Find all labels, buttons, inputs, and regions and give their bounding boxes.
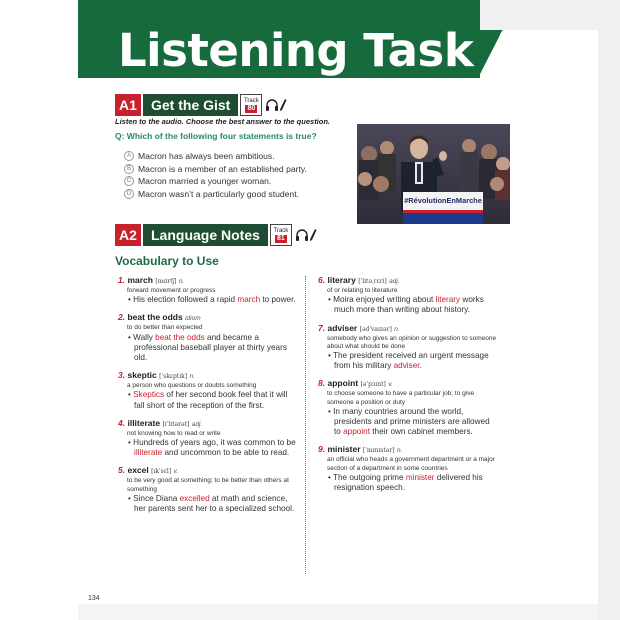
track-label: Track bbox=[273, 227, 289, 234]
entry-definition: somebody who gives an opinion or suggestion to someone about what should be done bbox=[327, 334, 497, 350]
entry-definition: to be very good at something; to be better than others at something bbox=[127, 477, 289, 493]
option-marker: B bbox=[124, 164, 134, 174]
example-text: to power. bbox=[260, 295, 296, 305]
column-divider bbox=[305, 276, 306, 574]
example-highlight: minister bbox=[405, 472, 435, 482]
example-highlight: adviser bbox=[393, 361, 420, 371]
track-badge bbox=[270, 224, 292, 246]
entry-part-of-speech: n. bbox=[189, 373, 195, 381]
example-text: In many countries around the world, presidents and prime ministers are allowed to bbox=[333, 406, 490, 437]
entry-number: 2. bbox=[118, 312, 126, 323]
vocab-entry bbox=[118, 465, 298, 514]
section-title: Get the Gist bbox=[143, 94, 238, 116]
entry-number: 1. bbox=[118, 275, 126, 285]
example-text: and uncommon to be able to read. bbox=[162, 448, 290, 458]
example-text: Hundreds of years ago, it was common to be bbox=[133, 438, 296, 448]
vocab-entry bbox=[318, 275, 498, 316]
page-number: 134 bbox=[88, 595, 100, 602]
example-text: The outgoing prime bbox=[333, 472, 406, 482]
entry-example: • Wally beat the odds and became a professional baseball player at thirty years old. bbox=[128, 332, 287, 363]
option-marker: D bbox=[124, 189, 134, 199]
left-margin bbox=[0, 0, 78, 620]
vocab-entry bbox=[318, 323, 498, 372]
vocab-entry bbox=[118, 312, 298, 363]
section-number: A2 bbox=[115, 224, 141, 246]
example-highlight: excelled bbox=[179, 493, 210, 503]
entry-pronunciation: [ədˈvaɪzər] bbox=[359, 325, 392, 333]
entry-number: 6. bbox=[318, 275, 326, 285]
right-margin bbox=[598, 0, 620, 620]
entry-number: 9. bbox=[318, 444, 326, 455]
pencil-icon bbox=[309, 228, 317, 242]
example-highlight: march bbox=[237, 295, 261, 305]
entry-example: • Skeptics of her second book feel that it will fall short of the reception of the first. bbox=[128, 390, 288, 410]
entry-definition: to choose someone to have a particular job; to give someone a position or duty bbox=[327, 390, 475, 406]
entry-definition: not knowing how to read or write bbox=[127, 429, 221, 437]
track-label: Track bbox=[243, 97, 259, 104]
section-number: A1 bbox=[115, 94, 141, 116]
entry-part-of-speech: adj. bbox=[191, 420, 203, 428]
pencil-icon bbox=[279, 98, 287, 112]
question-text: Q: Which of the following four statements is true? bbox=[115, 131, 317, 141]
vocab-entry bbox=[118, 418, 298, 459]
entry-number: 3. bbox=[118, 370, 126, 381]
entry-example: • In many countries around the world, presidents and prime ministers are allowed to appoint their own cabinet members. bbox=[328, 406, 490, 437]
entry-word: march bbox=[127, 275, 153, 285]
entry-number: 8. bbox=[318, 378, 326, 389]
entry-example: • His election followed a rapid march to power. bbox=[128, 295, 296, 305]
entry-number: 4. bbox=[118, 417, 126, 428]
entry-headword-line bbox=[118, 465, 298, 477]
entry-part-of-speech: v. bbox=[388, 381, 393, 389]
entry-word: skeptic bbox=[127, 370, 157, 381]
entry-headword-line bbox=[118, 312, 298, 324]
option-marker: A bbox=[124, 151, 134, 161]
vocab-entry bbox=[118, 370, 298, 411]
example-text: delivered his resignation speech. bbox=[334, 472, 483, 493]
example-highlight: appoint bbox=[343, 427, 370, 437]
macron-photo bbox=[357, 124, 510, 224]
section-title: Language Notes bbox=[143, 224, 268, 246]
entry-pronunciation: [ˈmɪnɪstər] bbox=[362, 447, 395, 455]
entry-headword-line bbox=[118, 370, 298, 382]
entry-part-of-speech: idiom bbox=[185, 315, 201, 323]
entry-number: 7. bbox=[318, 322, 326, 333]
example-text: Wally bbox=[133, 332, 156, 342]
track-number: 81 bbox=[277, 234, 285, 242]
entry-example: • Moira enjoyed writing about literary works much more than writing about history. bbox=[328, 295, 484, 315]
entry-example: • The outgoing prime minister delivered his resignation speech. bbox=[328, 472, 483, 493]
entry-word: minister bbox=[327, 444, 361, 455]
vocab-entry bbox=[118, 275, 298, 305]
entry-example: • Hundreds of years ago, it was common to be illiterate and uncommon to be able to read. bbox=[128, 438, 296, 458]
entry-definition: forward movement or progress bbox=[127, 287, 216, 294]
entry-word: beat the odds bbox=[127, 312, 183, 323]
answer-options bbox=[124, 150, 307, 200]
option-marker: C bbox=[124, 176, 134, 186]
photo-illustration bbox=[357, 124, 510, 224]
entry-example: • Since Diana excelled at math and science, her parents sent her to a specialized school. bbox=[128, 493, 295, 514]
page-title: Listening Task A bbox=[118, 24, 523, 77]
entry-word: excel bbox=[127, 465, 149, 476]
entry-number: 5. bbox=[118, 465, 126, 476]
option-text: Macron wasn’t a particularly good student. bbox=[138, 188, 299, 199]
example-highlight: literary bbox=[435, 295, 461, 305]
track-number: 80 bbox=[247, 104, 256, 112]
entry-headword-line bbox=[318, 378, 498, 390]
entry-definition: a person who questions or doubts something bbox=[127, 382, 257, 390]
entry-part-of-speech: v. bbox=[173, 468, 179, 476]
footer-strip bbox=[78, 604, 598, 620]
example-text: at math and science, her parents sent her to a specialized school. bbox=[134, 493, 295, 514]
option-a[interactable] bbox=[124, 150, 307, 163]
example-text: His election followed a rapid bbox=[133, 295, 238, 305]
example-highlight: Skeptics bbox=[133, 390, 165, 400]
entry-pronunciation: [mɑrtʃ] bbox=[155, 278, 177, 285]
entry-definition: an official who heads a government department or a major section of a department in some countries bbox=[327, 456, 495, 472]
option-c[interactable] bbox=[124, 175, 307, 188]
example-text: Since Diana bbox=[133, 493, 180, 503]
headphones-icon bbox=[295, 228, 309, 242]
vocab-column-right bbox=[318, 275, 498, 500]
vocab-entry bbox=[318, 444, 498, 493]
entry-example: • The president received an urgent message from his military adviser. bbox=[328, 351, 489, 371]
podium-sign: #RévolutionEnMarche bbox=[404, 196, 482, 205]
entry-word: illiterate bbox=[127, 417, 161, 428]
example-text: Moira enjoyed writing about bbox=[333, 295, 436, 305]
example-text: of her second book feel that it will fall short of the reception of the first. bbox=[134, 390, 288, 410]
entry-part-of-speech: n. bbox=[396, 447, 403, 455]
vocabulary-heading: Vocabulary to Use bbox=[115, 254, 219, 268]
option-text: Macron married a younger woman. bbox=[138, 176, 272, 186]
entry-pronunciation: [əˈpɔɪnt] bbox=[360, 381, 386, 389]
entry-definition: to do better than expected bbox=[127, 324, 203, 332]
entry-pronunciation: [ˈskɛptɪk] bbox=[159, 373, 188, 381]
section-a1-header bbox=[115, 94, 287, 116]
option-text: Macron has always been ambitious. bbox=[138, 151, 275, 161]
entry-pronunciation: [ˈlɪtəˌrɛri] bbox=[358, 278, 387, 285]
entry-headword-line bbox=[318, 275, 498, 287]
entry-part-of-speech: n. bbox=[394, 325, 400, 333]
section-a2-header bbox=[115, 224, 317, 246]
option-text: Macron is a member of an established party. bbox=[138, 163, 307, 174]
headphones-icon bbox=[265, 98, 279, 112]
entry-headword-line bbox=[118, 418, 298, 430]
vocab-entry bbox=[318, 378, 498, 437]
entry-definition: of or relating to literature bbox=[327, 287, 398, 294]
entry-part-of-speech: n. bbox=[178, 278, 185, 285]
entry-part-of-speech: adj. bbox=[389, 278, 400, 285]
example-text: their own cabinet members. bbox=[369, 427, 473, 437]
entry-headword-line bbox=[318, 444, 498, 456]
example-text: The president received an urgent message from his military bbox=[333, 351, 489, 371]
example-text: and became a professional baseball player at thirty years old. bbox=[134, 332, 287, 363]
option-b[interactable] bbox=[124, 163, 307, 176]
vocab-column-left bbox=[118, 275, 298, 521]
instruction-text: Listen to the audio. Choose the best answer to the question. bbox=[115, 117, 331, 126]
entry-headword-line bbox=[118, 275, 298, 287]
entry-word: appoint bbox=[327, 378, 359, 389]
entry-pronunciation: [ɪkˈsɛl] bbox=[151, 468, 172, 476]
example-text: . bbox=[419, 361, 422, 371]
option-d[interactable] bbox=[124, 188, 307, 201]
example-highlight: illiterate bbox=[134, 448, 163, 458]
track-badge bbox=[240, 94, 262, 116]
entry-word: literary bbox=[327, 275, 356, 285]
entry-headword-line bbox=[318, 323, 498, 335]
example-highlight: beat the odds bbox=[155, 332, 205, 342]
example-text: works much more than writing about history. bbox=[334, 295, 484, 315]
entry-pronunciation: [ɪˈlɪtərət] bbox=[162, 420, 190, 428]
entry-word: adviser bbox=[327, 322, 358, 333]
